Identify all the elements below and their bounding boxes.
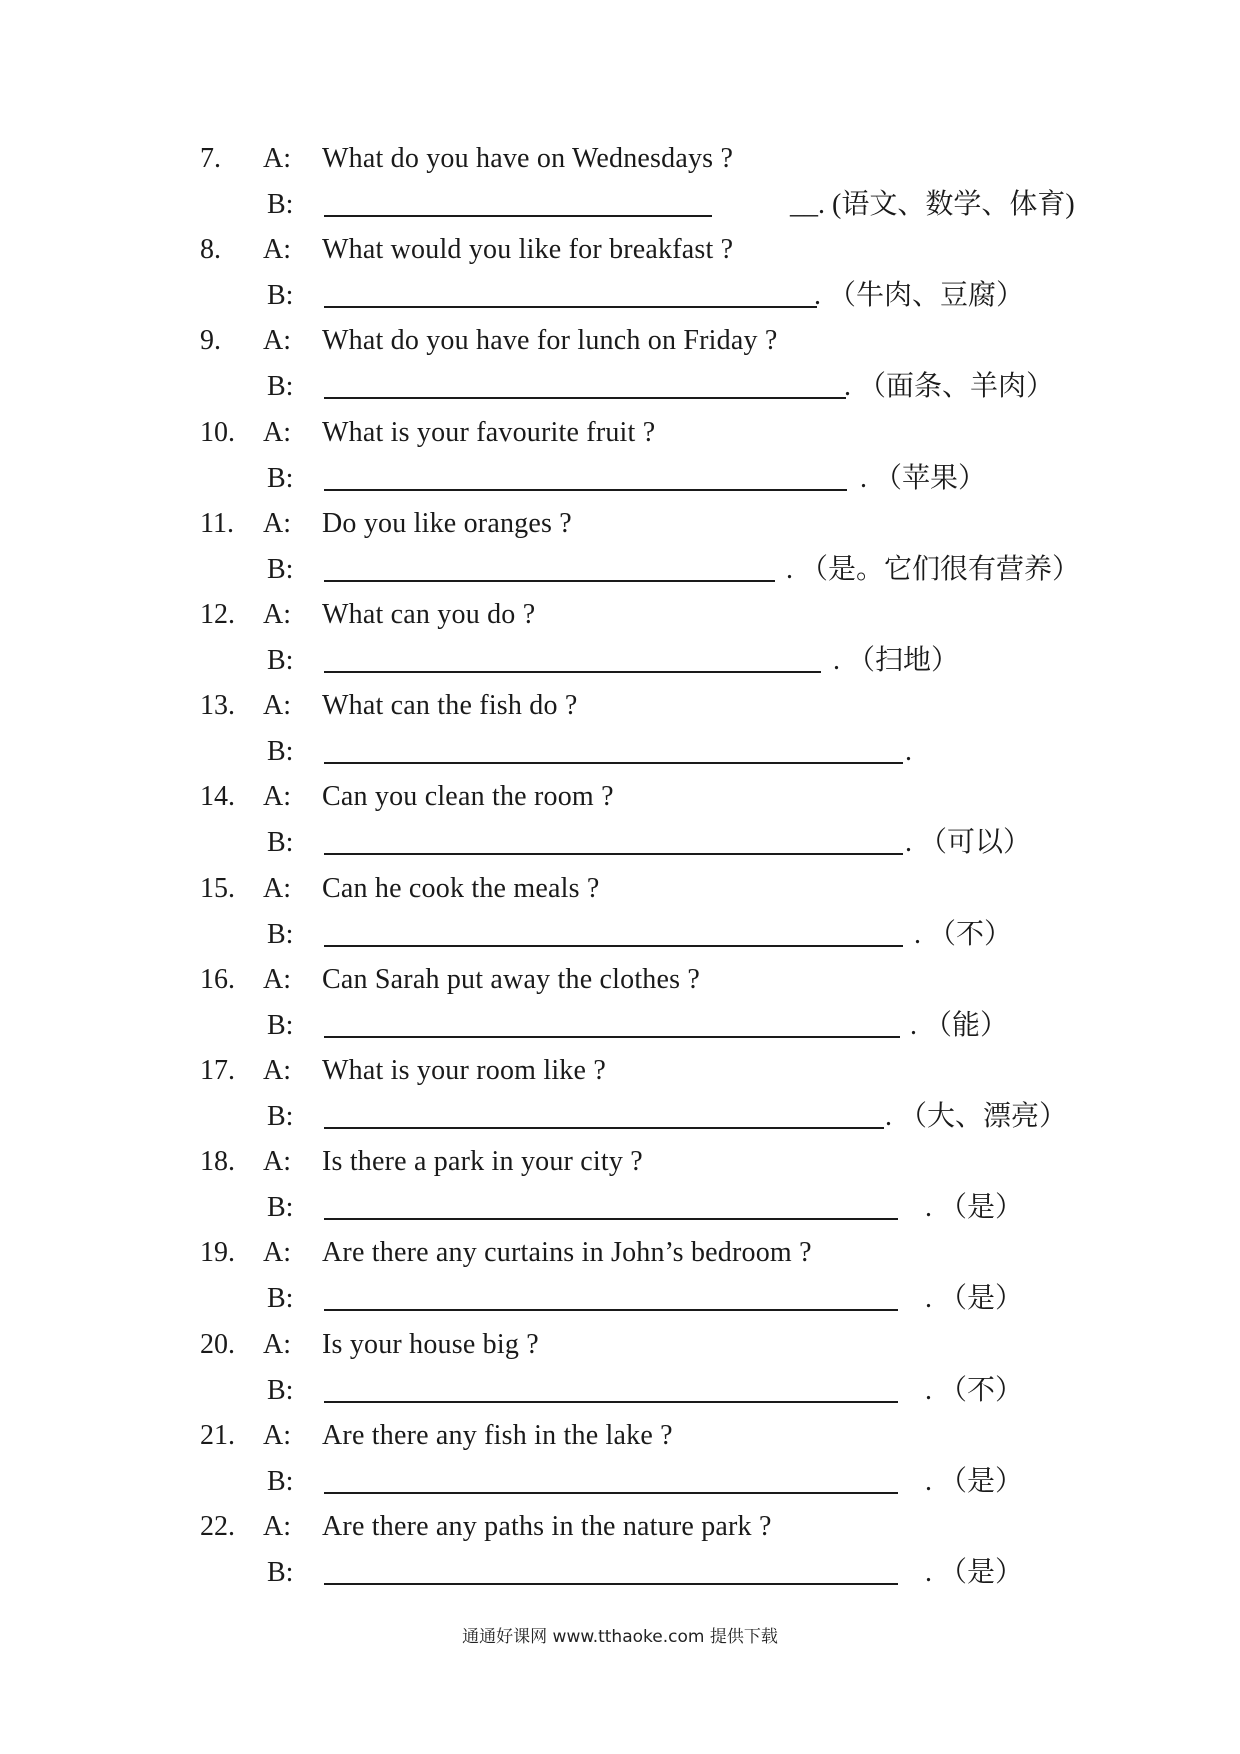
answer-line: [0, 1276, 1240, 1322]
answer-line: [0, 1003, 1240, 1049]
speaker-a-label: A:: [263, 325, 291, 357]
question-line: [0, 774, 1240, 820]
question-number: 13.: [200, 690, 235, 722]
question-text: Do you like oranges ?: [322, 507, 572, 539]
speaker-a-label: A:: [263, 507, 291, 539]
question-text: What can the fish do ?: [322, 690, 578, 722]
answer-blank[interactable]: [324, 1309, 898, 1311]
speaker-a-label: A:: [263, 416, 291, 448]
question-line: [0, 1139, 1240, 1185]
question-number: 18.: [200, 1146, 235, 1178]
answer-line: [0, 912, 1240, 958]
answer-line: [0, 456, 1240, 502]
speaker-b-label: B:: [267, 189, 294, 220]
question-line: [0, 957, 1240, 1003]
speaker-b-label: B:: [267, 1283, 294, 1315]
answer-line: [0, 1094, 1240, 1140]
answer-line: [0, 1550, 1240, 1596]
answer-line: [0, 729, 1240, 775]
speaker-a-label: A:: [263, 781, 291, 813]
question-text: What is your favourite fruit ?: [322, 416, 656, 448]
answer-line: [0, 1368, 1240, 1414]
speaker-a-label: A:: [263, 963, 291, 995]
question-text: What do you have for lunch on Friday ?: [322, 325, 778, 357]
question-text: Are there any fish in the lake ?: [322, 1419, 673, 1451]
speaker-b-label: B:: [267, 1009, 294, 1041]
question-text: Can Sarah put away the clothes ?: [322, 963, 701, 995]
answer-blank[interactable]: [324, 580, 775, 582]
answer-blank[interactable]: [324, 671, 821, 673]
question-number: 22.: [200, 1511, 235, 1542]
speaker-b-label: B:: [267, 553, 294, 585]
speaker-b-label: B:: [267, 1374, 294, 1406]
speaker-a-label: A:: [263, 1419, 291, 1451]
question-number: 17.: [200, 1055, 235, 1086]
speaker-a-label: A:: [263, 234, 291, 266]
speaker-b-label: B:: [267, 1557, 294, 1588]
answer-blank[interactable]: [324, 1127, 884, 1129]
answer-blank[interactable]: [324, 1583, 898, 1585]
answer-hint: . （是）: [925, 1465, 1024, 1497]
question-number: 19.: [200, 1237, 235, 1269]
question-text: What can you do ?: [322, 599, 536, 630]
question-text: Are there any curtains in John’s bedroom ?: [322, 1237, 812, 1269]
question-number: 11.: [200, 507, 234, 539]
speaker-a-label: A:: [263, 690, 291, 722]
question-text: Can you clean the room ?: [322, 781, 614, 813]
answer-line: [0, 364, 1240, 410]
speaker-b-label: B:: [267, 645, 294, 676]
answer-hint: . （扫地）: [833, 645, 960, 676]
question-number: 15.: [200, 872, 235, 904]
answer-blank[interactable]: [324, 762, 903, 764]
answer-hint: . （不）: [914, 918, 1013, 950]
question-text: Is there a park in your city ?: [322, 1146, 643, 1178]
answer-line: [0, 638, 1240, 684]
answer-blank[interactable]: [324, 1218, 898, 1220]
speaker-a-label: A:: [263, 1055, 291, 1086]
speaker-a-label: A:: [263, 1511, 291, 1542]
answer-blank[interactable]: [324, 397, 846, 399]
answer-blank[interactable]: [324, 215, 712, 217]
question-line: [0, 1322, 1240, 1368]
question-line: [0, 1230, 1240, 1276]
question-line: [0, 318, 1240, 364]
question-number: 14.: [200, 781, 235, 813]
question-line: [0, 136, 1240, 182]
answer-hint: .: [905, 736, 912, 768]
speaker-b-label: B:: [267, 827, 294, 859]
question-number: 12.: [200, 599, 235, 630]
question-text: Can he cook the meals ?: [322, 872, 600, 904]
answer-blank[interactable]: [324, 1036, 900, 1038]
speaker-a-label: A:: [263, 1146, 291, 1178]
answer-hint: . （是。它们很有营养）: [786, 553, 1081, 585]
question-text: Is your house big ?: [322, 1328, 539, 1360]
answer-hint: . （不）: [925, 1374, 1024, 1406]
speaker-a-label: A:: [263, 143, 291, 174]
question-number: 20.: [200, 1328, 235, 1360]
answer-hint: . （是）: [925, 1283, 1024, 1315]
answer-hint: . （牛肉、豆腐）: [814, 280, 1025, 312]
answer-hint: . （是）: [925, 1192, 1024, 1224]
answer-line: [0, 1185, 1240, 1231]
answer-blank[interactable]: [324, 1401, 898, 1403]
answer-blank[interactable]: [324, 489, 847, 491]
speaker-a-label: A:: [263, 599, 291, 630]
answer-line: [0, 547, 1240, 593]
question-line: [0, 227, 1240, 273]
answer-line: [0, 273, 1240, 319]
question-number: 16.: [200, 963, 235, 995]
question-line: [0, 1504, 1240, 1550]
speaker-b-label: B:: [267, 280, 294, 312]
answer-line: [0, 820, 1240, 866]
question-line: [0, 410, 1240, 456]
answer-hint: . （面条、羊肉）: [844, 371, 1055, 403]
speaker-b-label: B:: [267, 462, 294, 494]
answer-hint: . （是）: [925, 1557, 1024, 1588]
speaker-b-label: B:: [267, 1465, 294, 1497]
answer-line: [0, 182, 1240, 228]
speaker-a-label: A:: [263, 872, 291, 904]
speaker-b-label: B:: [267, 736, 294, 768]
question-text: What would you like for breakfast ?: [322, 234, 734, 266]
answer-blank[interactable]: [324, 1492, 898, 1494]
question-line: [0, 501, 1240, 547]
question-number: 10.: [200, 416, 235, 448]
question-text: Are there any paths in the nature park ?: [322, 1511, 772, 1542]
answer-hint: __. (语文、数学、体育): [790, 189, 1075, 220]
speaker-a-label: A:: [263, 1237, 291, 1269]
answer-hint: . （能）: [910, 1009, 1009, 1041]
question-number: 7.: [200, 143, 221, 174]
question-number: 21.: [200, 1419, 235, 1451]
question-number: 9.: [200, 325, 221, 357]
speaker-a-label: A:: [263, 1328, 291, 1360]
speaker-b-label: B:: [267, 371, 294, 403]
answer-blank[interactable]: [324, 853, 903, 855]
question-line: [0, 1413, 1240, 1459]
speaker-b-label: B:: [267, 1101, 294, 1132]
page-footer: 通通好课网 www.tthaoke.com 提供下载: [462, 1627, 778, 1647]
answer-hint: . （苹果）: [860, 462, 987, 494]
answer-blank[interactable]: [324, 945, 903, 947]
speaker-b-label: B:: [267, 1192, 294, 1224]
question-line: [0, 683, 1240, 729]
question-line: [0, 866, 1240, 912]
answer-blank[interactable]: [324, 306, 817, 308]
answer-hint: . （可以）: [905, 827, 1032, 859]
question-line: [0, 592, 1240, 638]
answer-line: [0, 1459, 1240, 1505]
question-text: What is your room like ?: [322, 1055, 606, 1086]
question-text: What do you have on Wednesdays ?: [322, 143, 734, 174]
speaker-b-label: B:: [267, 918, 294, 950]
answer-hint: . （大、漂亮）: [885, 1101, 1068, 1132]
question-number: 8.: [200, 234, 221, 266]
question-line: [0, 1048, 1240, 1094]
